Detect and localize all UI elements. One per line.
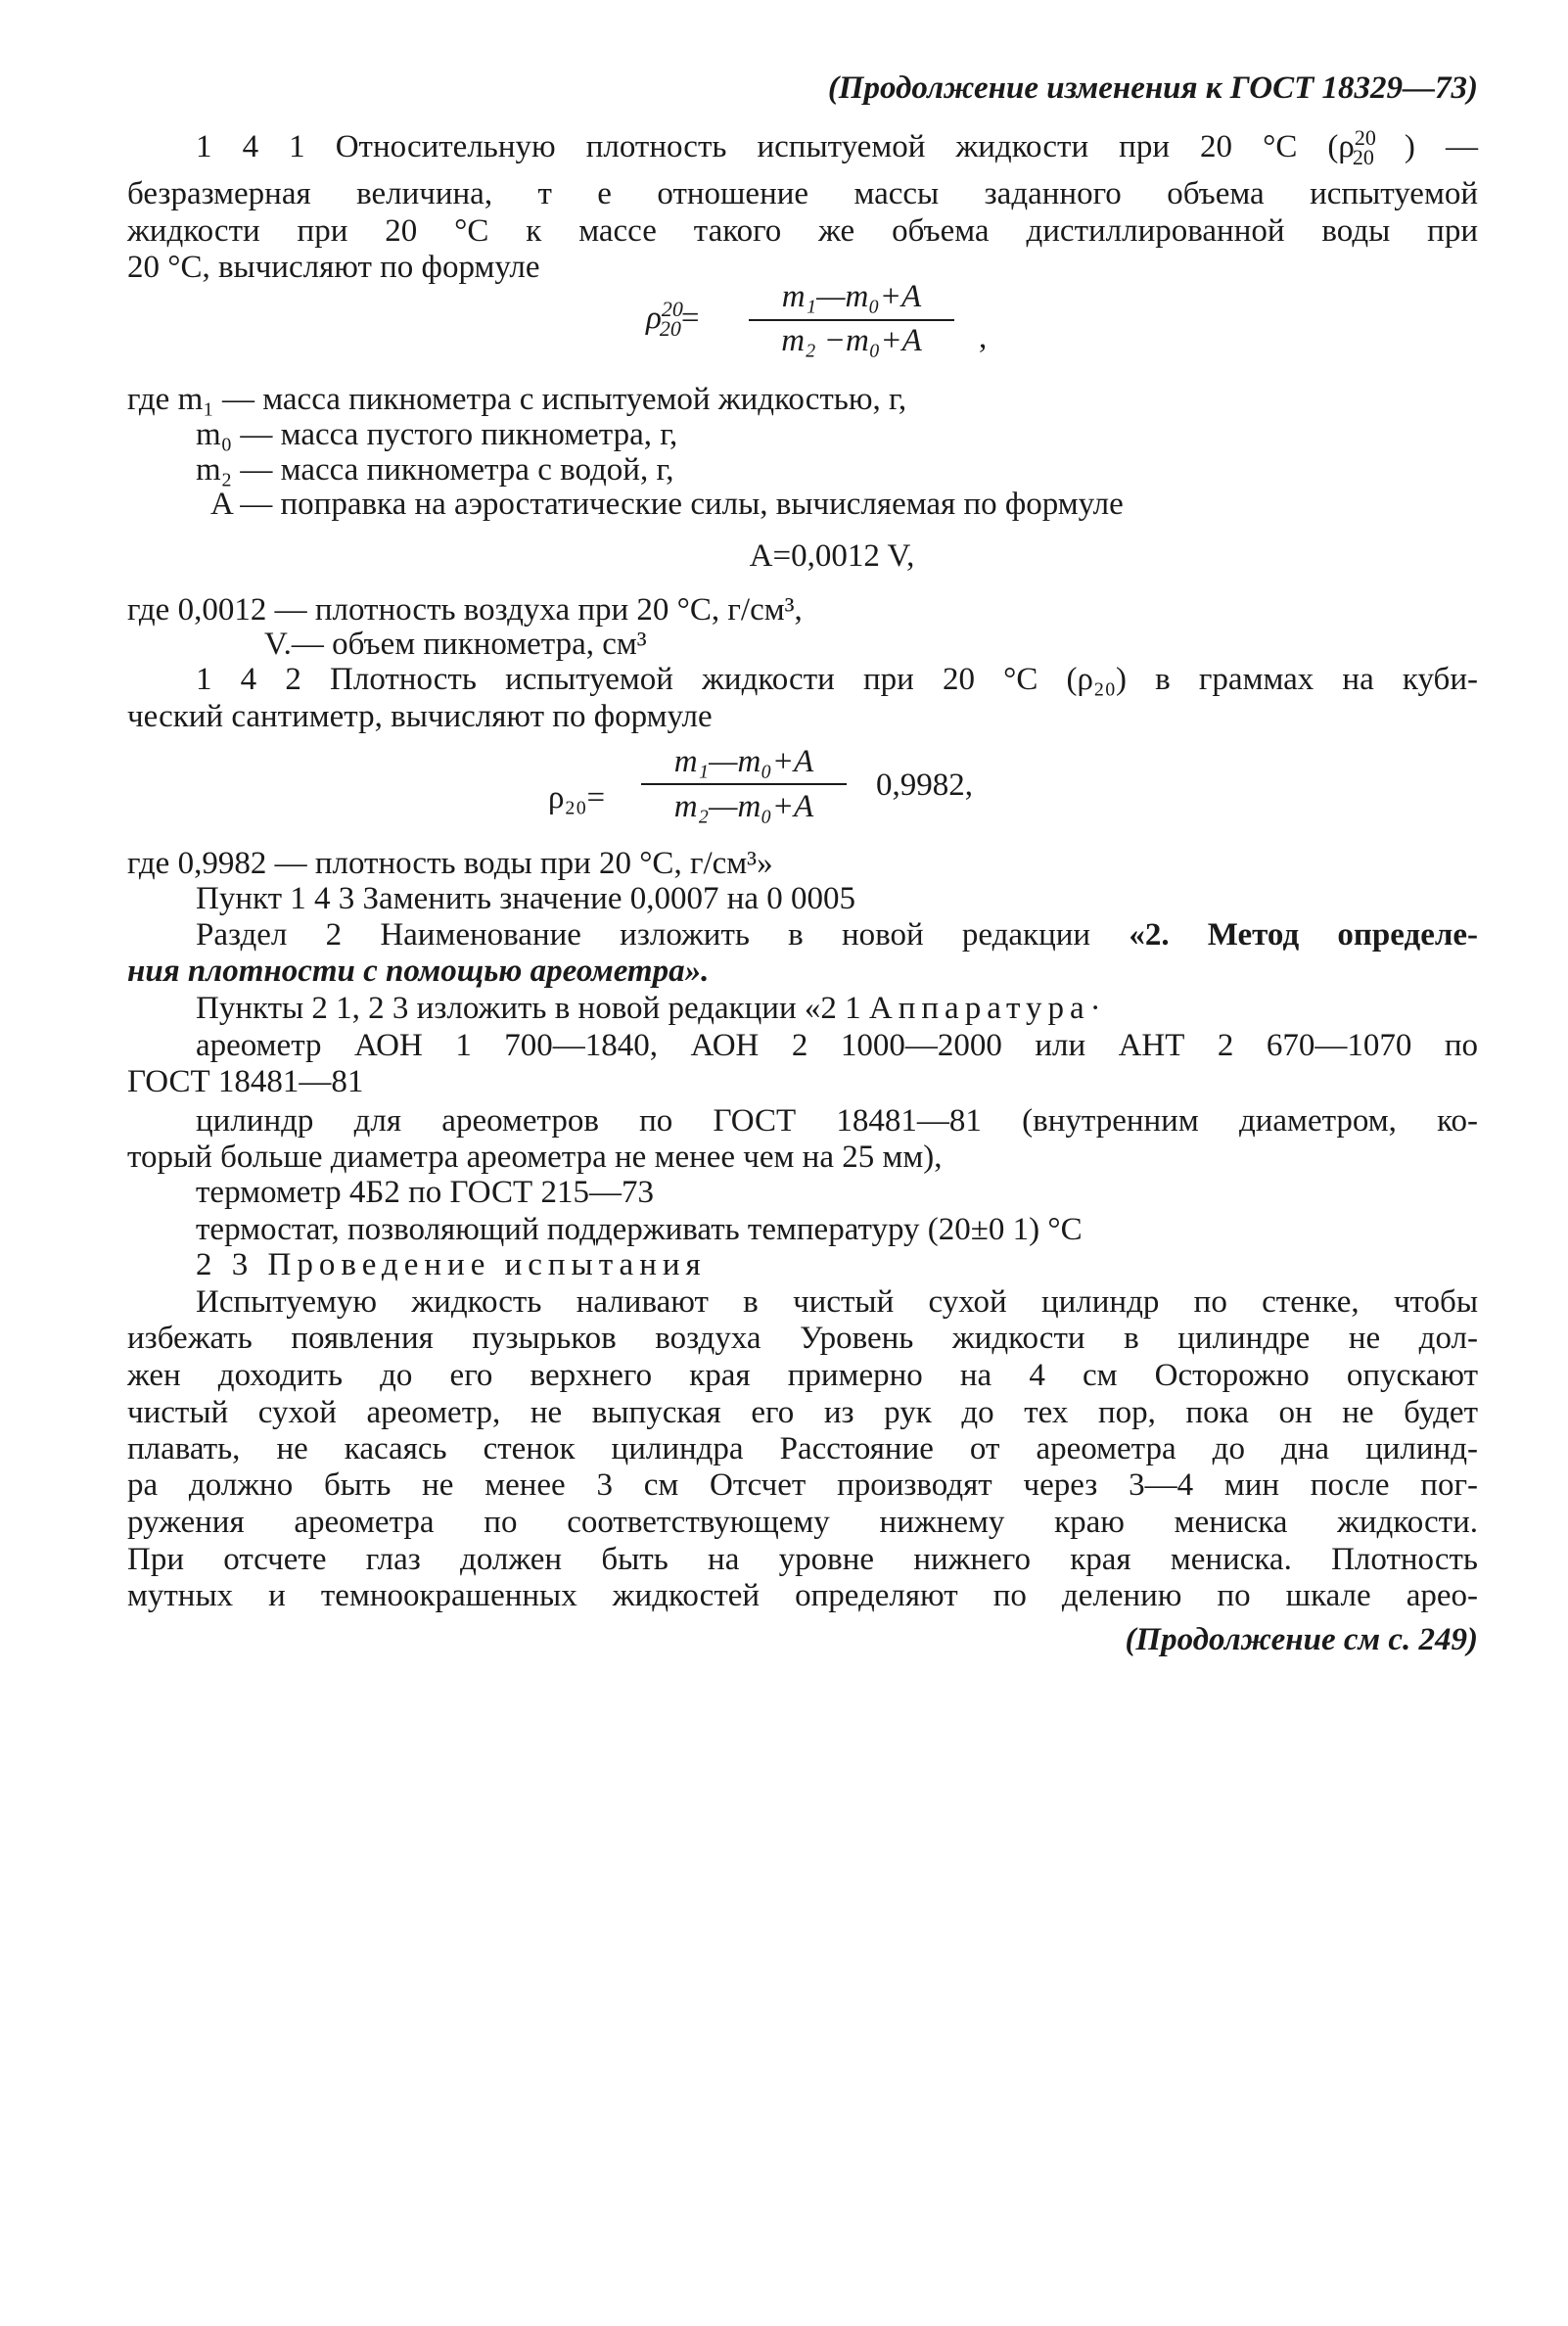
where1-line-1: где m₁ — масса пикнометра с испытуемой жидкостью, г, <box>127 382 907 417</box>
p142-line-1: 1 4 2 Плотность испытуемой жидкости при 20 °С (ρ₂₀) в граммах на куби- <box>196 662 1478 697</box>
formula3-numerator: m₁—m₀+A <box>673 744 814 779</box>
p23-line-3: жен доходить до его верхнего края примерно на 4 см Осторожно опускают <box>127 1358 1478 1393</box>
formula1-eq: = <box>680 301 700 336</box>
formula3-denominator: m₂—m₀+A <box>673 789 814 824</box>
p21-line-6: термометр 4Б2 по ГОСТ 215—73 <box>196 1175 654 1210</box>
formula3-tail: 0,9982, <box>876 768 973 803</box>
sec2-line-2: ния плотности с помощью ареометра». <box>127 954 710 989</box>
rho-sub: 20 <box>1352 144 1374 169</box>
p143: Пункт 1 4 3 Заменить значение 0,0007 на 0 0005 <box>196 881 856 916</box>
rho-sup: 20 <box>1354 125 1376 150</box>
p21-line-1-text: Пункты 2 1, 2 3 изложить в новой редакции «2 1 <box>196 991 869 1026</box>
formula1-lhs <box>646 297 700 341</box>
p21-line-2: ареометр АОН 1 700—1840, АОН 2 1000—2000 или АНТ 2 670—1070 по <box>196 1028 1478 1063</box>
p23-line-9: мутных и темноокрашенных жидкостей определяют по делению по шкале арео- <box>127 1578 1478 1613</box>
formula1-sup: 20 <box>661 297 683 321</box>
page-footer: (Продолжение см с. 249) <box>1125 1622 1478 1657</box>
p21-line-1 <box>196 989 1478 1028</box>
p23-line-2: избежать появления пузырьков воздуха Уровень жидкости в цилиндре не дол- <box>127 1321 1478 1356</box>
p141-line-3: жидкости при 20 °С к массе такого же объема дистиллированной воды при <box>127 213 1478 249</box>
p141-line-1 <box>196 125 1478 169</box>
formula1-numerator: m₁—m₀+A <box>781 279 922 314</box>
where1-line-2: m₀ — масса пустого пикнометра, г, <box>196 417 678 452</box>
formula3-fraction-line <box>641 783 847 785</box>
p21-line-5: торый больше диаметра ареометра не менее чем на 25 мм), <box>127 1140 943 1175</box>
sec2-line-1 <box>196 915 1478 954</box>
p23-title: 2 3 Проведение испытания <box>196 1247 707 1282</box>
p141-line-1-text: 1 4 1 Относительную плотность испытуемой жидкости при 20 °С (ρ <box>196 129 1355 164</box>
where2-line-1: где 0,0012 — плотность воздуха при 20 °С, г/см³, <box>127 592 803 628</box>
where2-line-2: V.— объем пикнометра, см³ <box>264 627 647 662</box>
p23-line-7: ружения ареометра по соответствующему нижнему краю мениска жидкости. <box>127 1505 1478 1540</box>
p21-line-7: термостат, позволяющий поддерживать температуру (20±0 1) °С <box>196 1212 1083 1247</box>
p23-line-4: чистый сухой ареометр, не выпуская его из рук до тех пор, пока он не будет <box>127 1395 1478 1430</box>
sec2-line-1-bold: «2. Метод определе- <box>1129 917 1478 953</box>
formula2: A=0,0012 V, <box>749 538 915 574</box>
p141-line-1-end: ) — <box>1373 129 1478 164</box>
p23-line-5: плавать, не касаясь стенок цилиндра Расстояние от ареометра до дна цилинд- <box>127 1431 1478 1466</box>
formula1-tail: , <box>979 320 988 355</box>
p142-line-2: ческий сантиметр, вычисляют по формуле <box>127 699 713 734</box>
page-header: (Продолжение изменения к ГОСТ 18329—73) <box>827 70 1478 106</box>
p23-line-6: ра должно быть не менее 3 см Отсчет производят через 3—4 мин после пог- <box>127 1467 1478 1503</box>
p21-line-4: цилиндр для ареометров по ГОСТ 18481—81 (внутренним диаметром, ко- <box>196 1103 1478 1139</box>
p23-line-1: Испытуемую жидкость наливают в чистый сухой цилиндр по стенке, чтобы <box>196 1284 1478 1320</box>
formula1-denominator: m₂ −m₀+A <box>781 323 922 358</box>
where1-line-4: A — поправка на аэростатические силы, вычисляемая по формуле <box>210 487 1124 522</box>
p21-line-3: ГОСТ 18481—81 <box>127 1064 364 1099</box>
p141-line-2: безразмерная величина, т е отношение массы заданного объема испытуемой <box>127 176 1478 211</box>
formula1-sub: 20 <box>659 315 681 341</box>
p141-line-4: 20 °С, вычисляют по формуле <box>127 250 540 285</box>
sec2-line-1-text: Раздел 2 Наименование изложить в новой редакции <box>196 917 1130 953</box>
p23-line-8: При отсчете глаз должен быть на уровне нижнего края мениска. Плотность <box>127 1542 1478 1577</box>
p21-line-1-spaced: Аппаратура· <box>868 991 1107 1026</box>
formula3-lhs: ρ₂₀= <box>548 780 606 815</box>
where3: где 0,9982 — плотность воды при 20 °С, г/см³» <box>127 846 773 881</box>
formula1-rho: ρ <box>646 301 662 336</box>
where1-line-3: m₂ — масса пикнометра с водой, г, <box>196 452 674 488</box>
